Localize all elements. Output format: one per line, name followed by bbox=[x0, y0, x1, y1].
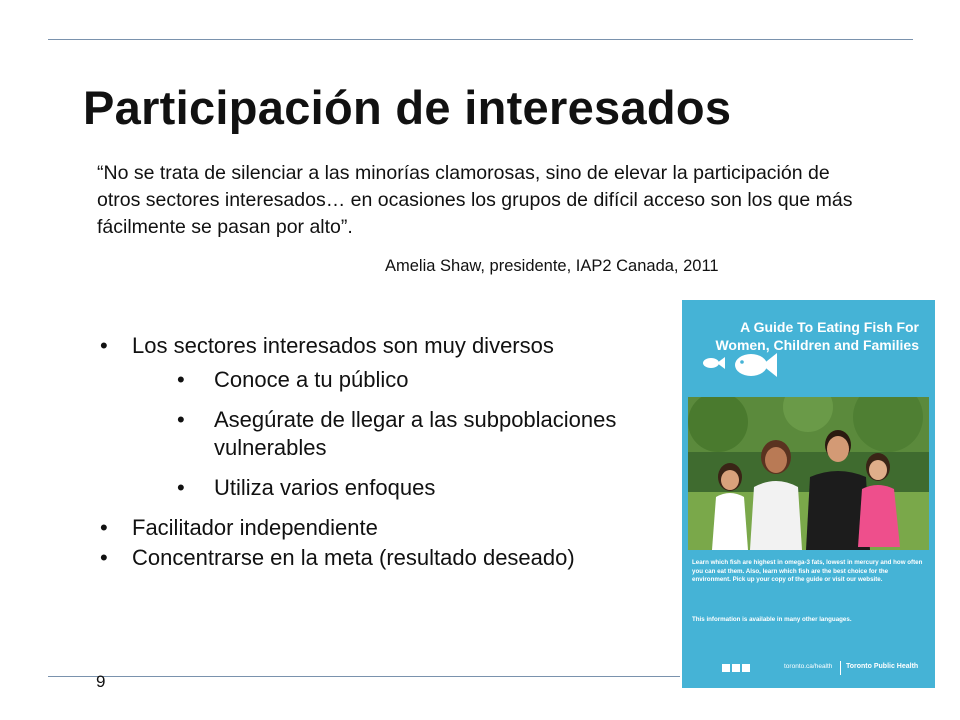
fish-icon bbox=[702, 356, 726, 370]
bullet-item: • Facilitador independiente bbox=[100, 514, 620, 542]
sub-bullet-item: • Utiliza varios enfoques bbox=[177, 474, 620, 502]
slide-title: Participación de interesados bbox=[83, 81, 732, 134]
footer-separator bbox=[840, 661, 841, 675]
brochure-link: toronto.ca/health bbox=[784, 663, 833, 670]
brochure-note: This information is available in many other languages. bbox=[692, 616, 852, 623]
bullet-item: • Concentrarse en la meta (resultado deseado) bbox=[100, 544, 620, 572]
family-photo bbox=[688, 397, 929, 550]
brochure-footer bbox=[722, 661, 922, 677]
bullet-item bbox=[100, 332, 620, 502]
fish-icon bbox=[734, 350, 778, 380]
sub-bullet-list bbox=[132, 366, 620, 502]
logo-square-icon bbox=[732, 664, 740, 672]
page-number: 9 bbox=[96, 672, 106, 691]
brochure-brand: Toronto Public Health bbox=[846, 663, 919, 670]
bottom-divider bbox=[48, 676, 680, 677]
logo-square-icon bbox=[742, 664, 750, 672]
top-divider bbox=[48, 39, 913, 40]
brochure-body-text: Learn which fish are highest in omega-3 fats, lowest in mercury and how often you can eat them. Also, learn which fish are the best choice for the environment. Pick up your copy of the guide or visit our website. bbox=[692, 559, 923, 583]
quote-text: “No se trata de silenciar a las minorías clamorosas, sino de elevar la participación de otros sectores interesados… en ocasiones los grupos de difícil acceso son los que más fácilmente se pasan por alto”. bbox=[97, 162, 853, 238]
sub-bullet-item: • Asegúrate de llegar a las subpoblaciones vulnerables bbox=[177, 406, 620, 462]
quote-attribution: Amelia Shaw, presidente, IAP2 Canada, 2011 bbox=[385, 257, 719, 275]
brochure-title: A Guide To Eating Fish For Women, Children and Families bbox=[715, 319, 919, 353]
bullet-text: Los sectores interesados son muy diversos bbox=[132, 333, 554, 358]
bullet-list bbox=[100, 332, 620, 572]
logo-square-icon bbox=[722, 664, 730, 672]
brochure-image bbox=[682, 300, 935, 688]
sub-bullet-item: • Conoce a tu público bbox=[177, 366, 620, 394]
